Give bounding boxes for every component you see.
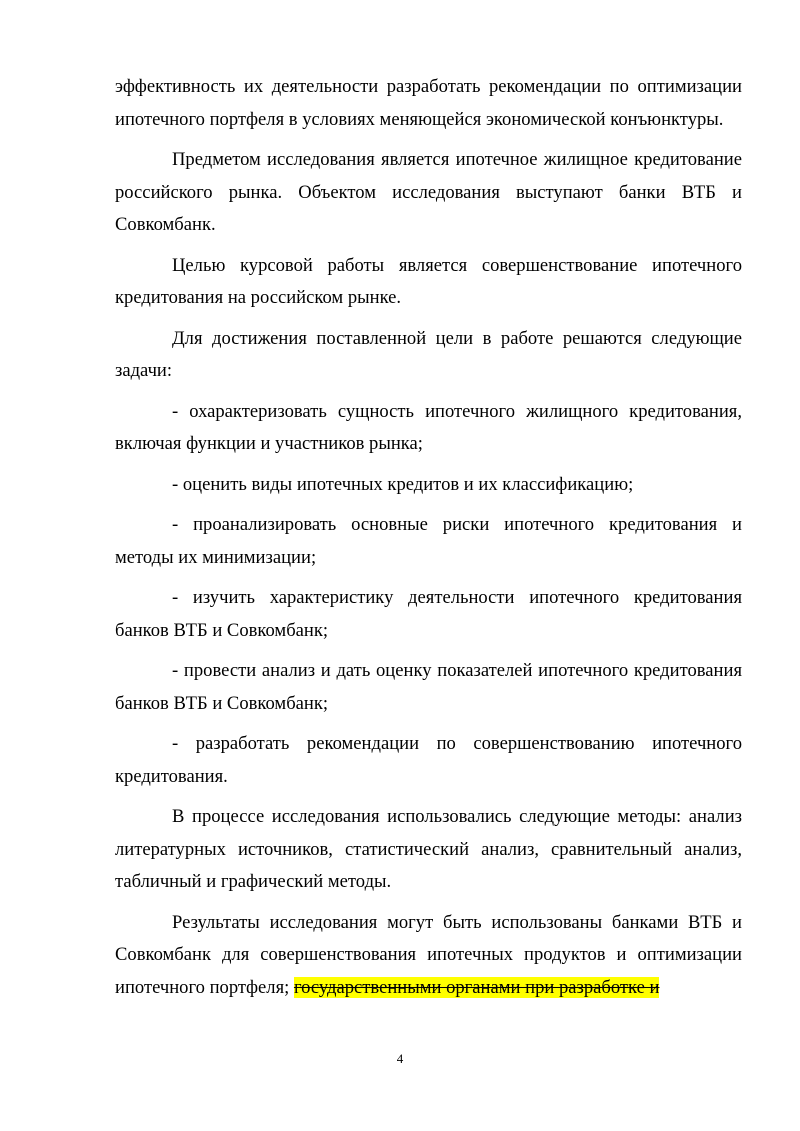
paragraph-goal: Целью курсовой работы является совершенствование ипотечного кредитования на российском рынке.	[115, 254, 742, 308]
task-item-5: - провести анализ и дать оценку показателей ипотечного кредитования банков ВТБ и Совкомбанк;	[115, 660, 742, 714]
results-text: Результаты исследования могут быть использованы банками ВТБ и Совкомбанк для совершенствования ипотечных продуктов и оптимизации ипотечного портфеля;	[115, 911, 742, 998]
paragraph-continuation: эффективность их деятельности разработать рекомендации по оптимизации ипотечного портфеля в условиях меняющейся экономической конъюнктуры.	[115, 76, 742, 130]
paragraph-methods: В процессе исследования использовались следующие методы: анализ литературных источников, статистический анализ, сравнительный анализ, табличный и графический методы.	[115, 806, 742, 892]
task-item-3: - проанализировать основные риски ипотечного кредитования и методы их минимизации;	[115, 514, 742, 568]
highlighted-struck-text: государственными органами при разработке и	[293, 976, 660, 998]
paragraph-tasks-intro: Для достижения поставленной цели в работе решаются следующие задачи:	[115, 327, 742, 381]
document-page	[115, 71, 742, 1012]
task-item-6: - разработать рекомендации по совершенствованию ипотечного кредитования.	[115, 733, 742, 787]
task-item-1: - охарактеризовать сущность ипотечного жилищного кредитования, включая функции и участников рынка;	[115, 400, 742, 454]
paragraph-results	[115, 907, 742, 1005]
task-item-4: - изучить характеристику деятельности ипотечного кредитования банков ВТБ и Совкомбанк;	[115, 587, 742, 641]
page-number: 4	[396, 1051, 404, 1066]
paragraph-subject: Предметом исследования является ипотечное жилищное кредитование российского рынка. Объектом исследования выступают банки ВТБ и Совкомбанк.	[115, 149, 742, 235]
task-item-2: - оценить виды ипотечных кредитов и их классификацию;	[172, 473, 634, 495]
